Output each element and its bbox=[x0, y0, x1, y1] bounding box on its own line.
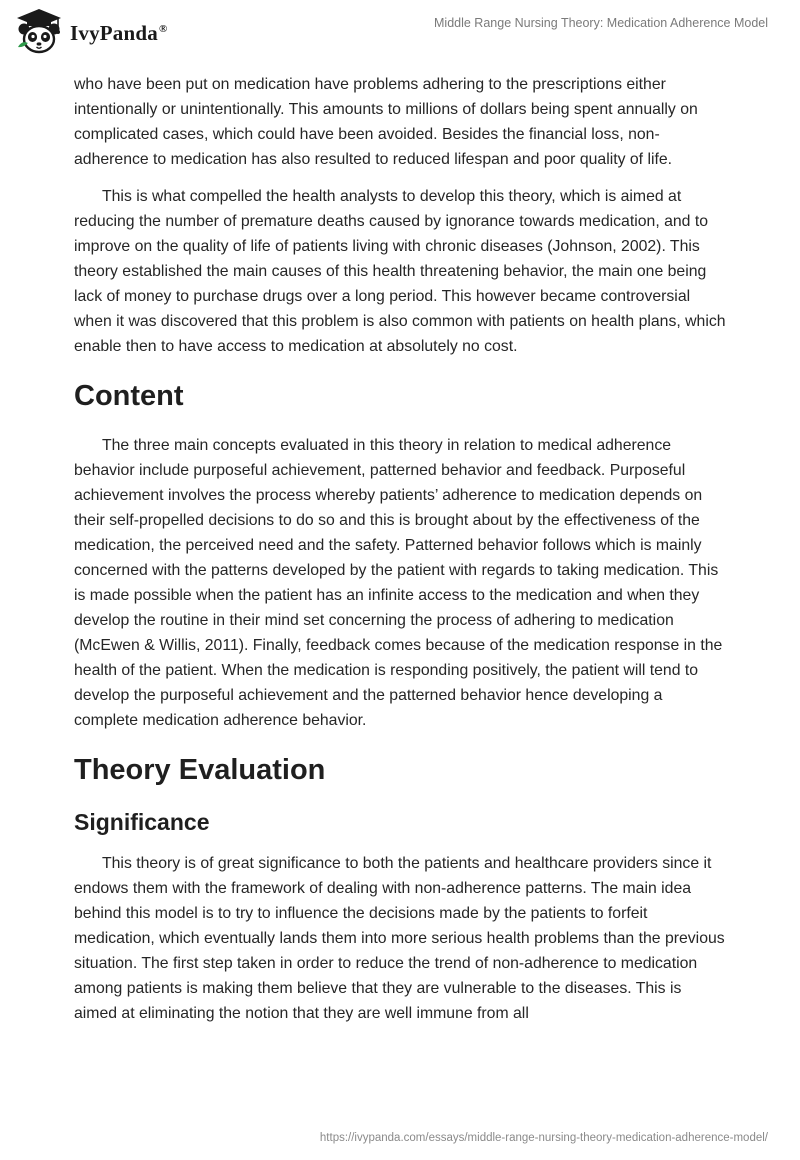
paragraph-motivation: This is what compelled the health analysts to develop this theory, which is aimed at reducing the number of premature deaths caused by ignorance towards medication, and to improve on the quality of life of patients living with chronic diseases (Johnson, 2002). This theory established the main causes of this health threatening behavior, the main one being lack of money to purchase drugs over a long period. This however became controversial when it was discovered that this problem is also common with patients on health plans, which enable then to have access to medication at absolutely no cost. bbox=[74, 188, 726, 355]
panda-mascot-icon bbox=[14, 7, 64, 55]
registered-mark: ® bbox=[158, 22, 168, 35]
document-title: Middle Range Nursing Theory: Medication Adherence Model bbox=[434, 16, 768, 30]
brand-logo[interactable] bbox=[14, 7, 167, 55]
heading-theory-evaluation: Theory Evaluation bbox=[74, 754, 326, 786]
paragraph-content: The three main concepts evaluated in this theory in relation to medical adherence behavior include purposeful achievement, patterned behavior and feedback. Purposeful achievement involves the process whereby patients’ adherence to medication depends on their self-propelled decisions to do so and this is brought about by the effectiveness of the medication, the perceived need and the safety. Patterned behavior follows which is mainly concerned with the patterns developed by the patient with regards to taking medication. This is made possible when the patient has an infinite access to the medication and when they develop the routine in their mind set concerning the process of adhering to medication (McEwen & Willis, 2011). Finally, feedback comes because of the medication response in the health of the patient. When the medication is responding positively, the patient will tend to develop the purposeful achievement and the patterned behavior hence developing a complete medication adherence behavior. bbox=[74, 437, 723, 729]
paragraph-intro-continued: who have been put on medication have problems adhering to the prescriptions either intentionally or unintentionally. This amounts to millions of dollars being spent annually on complicated cases, which could have been avoided. Besides the financial loss, non-adherence to medication has also resulted to reduced lifespan and poor quality of life. bbox=[74, 76, 698, 168]
heading-content: Content bbox=[74, 380, 184, 412]
brand-name: IvyPanda® bbox=[70, 20, 168, 45]
heading-significance: Significance bbox=[74, 809, 210, 835]
page-header bbox=[0, 0, 800, 60]
paragraph-significance: This theory is of great significance to both the patients and healthcare providers since it endows them with the framework of dealing with non-adherence patterns. The main idea behind this model is to try to influence the decisions made by the patients to forfeit medication, which eventually lands them into more serious health problems than the previous situation. The first step taken in order to reduce the trend of non-adherence to medication among patients is making them believe that they are vulnerable to the diseases. This is aimed at eliminating the notion that they are well immune from all bbox=[74, 855, 725, 1022]
essay-body bbox=[74, 72, 728, 1038]
source-url[interactable]: https://ivypanda.com/essays/middle-range-nursing-theory-medication-adherence-model/ bbox=[319, 1132, 768, 1144]
